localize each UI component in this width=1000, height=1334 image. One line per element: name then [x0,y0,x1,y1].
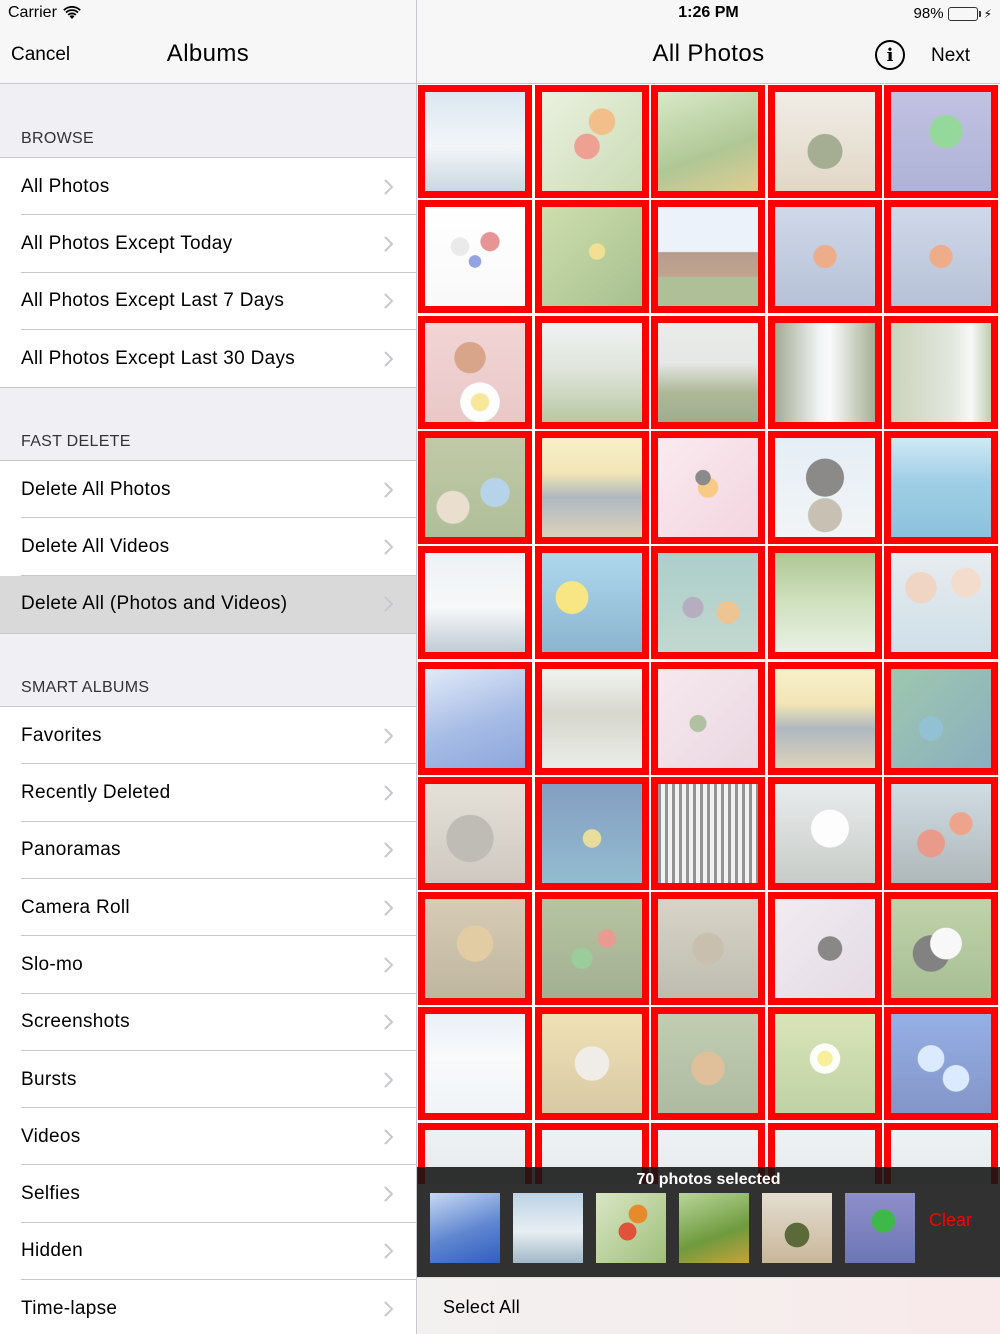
photo-thumbnail [425,1014,525,1113]
album-row[interactable] [0,461,416,518]
chevron-right-icon [384,1243,394,1259]
album-row-label: Videos [21,1125,81,1147]
chevron-right-icon [384,842,394,858]
photo-thumbnail [542,323,642,422]
album-row-label: All Photos Except Last 30 Days [21,347,296,369]
album-row-label: Camera Roll [21,896,130,918]
photo-thumbnail [425,899,525,998]
album-row[interactable] [0,764,416,821]
album-row-label: Slo-mo [21,953,83,975]
album-row[interactable] [0,1108,416,1165]
photo-grid [417,84,1000,1184]
chevron-right-icon [384,596,394,612]
photo-cell[interactable] [768,546,882,659]
album-row-label: Delete All Videos [21,536,170,558]
photo-cell[interactable] [535,546,649,659]
photo-cell[interactable] [535,892,649,1005]
album-row[interactable] [0,1223,416,1280]
photo-cell[interactable] [535,777,649,890]
selected-thumbnail[interactable] [762,1193,832,1263]
album-row[interactable] [0,273,416,330]
photo-thumbnail [891,1014,991,1113]
photo-thumbnail [658,899,758,998]
select-all-button[interactable]: Select All [443,1297,521,1317]
photo-thumbnail [775,899,875,998]
photo-thumbnail [425,323,525,422]
album-row-label: Time-lapse [21,1297,118,1319]
photo-thumbnail [891,784,991,883]
photo-cell[interactable] [884,431,998,544]
photo-cell[interactable] [651,892,765,1005]
photo-thumbnail [891,323,991,422]
photo-cell[interactable] [651,546,765,659]
chevron-right-icon [384,900,394,916]
chevron-right-icon [384,1072,394,1088]
selected-thumbnail[interactable] [679,1193,749,1263]
photo-cell[interactable] [535,200,649,313]
photo-cell[interactable] [884,662,998,775]
album-row[interactable] [0,1051,416,1108]
photo-cell[interactable] [418,892,532,1005]
chevron-right-icon [384,482,394,498]
section-rows [0,460,416,634]
photo-cell[interactable] [651,431,765,544]
photo-cell[interactable] [768,85,882,198]
status-carrier [8,4,81,22]
album-row-label: Delete All Photos [21,478,171,500]
album-row[interactable] [0,994,416,1051]
photo-thumbnail [775,1014,875,1113]
photo-cell[interactable] [535,316,649,429]
photo-cell[interactable] [768,777,882,890]
chevron-right-icon [384,1014,394,1030]
photo-cell[interactable] [418,431,532,544]
selected-thumbnail[interactable] [513,1193,583,1263]
album-row-label: Recently Deleted [21,782,171,804]
selected-thumbnail[interactable] [430,1193,500,1263]
photo-thumbnail [542,1014,642,1113]
albums-nav-bar [0,0,416,84]
photo-thumbnail [425,669,525,768]
photo-cell[interactable] [535,662,649,775]
photo-cell[interactable] [768,662,882,775]
album-row[interactable] [0,936,416,993]
album-row-label: All Photos [21,175,110,197]
cancel-button[interactable]: Cancel [11,44,71,65]
chevron-right-icon [384,1186,394,1202]
photo-thumbnail [425,207,525,306]
album-row[interactable] [0,1165,416,1222]
carrier-label: Carrier [8,4,57,21]
albums-pane [0,0,416,1334]
chevron-right-icon [384,236,394,252]
photo-cell[interactable] [418,662,532,775]
albums-list [0,85,416,1334]
photo-thumbnail [775,553,875,652]
photo-cell[interactable] [884,200,998,313]
chevron-right-icon [384,957,394,973]
selected-count: 70 photos selected [636,1171,781,1188]
photo-thumbnail [425,92,525,191]
chevron-right-icon [384,785,394,801]
album-row-label: Hidden [21,1240,84,1262]
photo-cell[interactable] [418,1007,532,1120]
photo-thumbnail [542,899,642,998]
album-row[interactable] [0,1280,416,1334]
photo-cell[interactable] [651,200,765,313]
album-row-label: Selfies [21,1183,81,1205]
photo-thumbnail [425,784,525,883]
album-row-label: Bursts [21,1068,77,1090]
photo-cell[interactable] [884,316,998,429]
section-header: SMART ALBUMS [21,679,150,697]
chevron-right-icon [384,728,394,744]
section-rows [0,157,416,388]
selection-tray [417,1167,1000,1277]
photo-cell[interactable] [651,316,765,429]
photos-title: All Photos [652,40,765,67]
photo-cell[interactable] [418,546,532,659]
album-row[interactable] [0,330,416,387]
photo-cell[interactable] [884,892,998,1005]
photo-cell[interactable] [768,200,882,313]
chevron-right-icon [384,1129,394,1145]
status-battery [914,5,992,22]
photo-cell[interactable] [651,1007,765,1120]
battery-percent: 98% [913,5,944,22]
photo-thumbnail [425,438,525,537]
photo-thumbnail [542,784,642,883]
photo-thumbnail [891,207,991,306]
photo-thumbnail [542,438,642,537]
photo-thumbnail [775,438,875,537]
album-row-label: Panoramas [21,839,121,861]
photo-cell[interactable] [651,85,765,198]
chevron-right-icon [384,293,394,309]
wifi-icon [63,6,81,20]
section-rows [0,706,416,1334]
status-time: 1:26 PM [678,4,739,21]
album-row-label: All Photos Except Today [21,232,233,254]
photo-thumbnail [658,207,758,306]
albums-title [0,40,416,68]
albums-title-text: Albums [166,40,250,67]
battery-icon [948,7,978,21]
photo-thumbnail [891,899,991,998]
photo-thumbnail [658,323,758,422]
photos-pane [417,0,1000,1334]
photo-thumbnail [658,553,758,652]
photo-thumbnail [658,784,758,883]
photo-cell[interactable] [768,1007,882,1120]
photo-cell[interactable] [418,200,532,313]
album-row[interactable] [0,879,416,936]
photo-thumbnail [658,438,758,537]
chevron-right-icon [384,179,394,195]
chevron-right-icon [384,351,394,367]
photo-thumbnail [425,553,525,652]
selected-thumbnail[interactable] [845,1193,915,1263]
photo-thumbnail [542,207,642,306]
info-icon: i [886,44,894,66]
album-row[interactable] [0,576,416,633]
photo-cell[interactable] [768,431,882,544]
photo-cell[interactable] [768,892,882,1005]
selected-thumbnail[interactable] [596,1193,666,1263]
photo-thumbnail [891,92,991,191]
bottom-toolbar [417,1277,1000,1334]
album-row-label: All Photos Except Last 7 Days [21,290,285,312]
album-row-label: Favorites [21,724,102,746]
photos-nav-bar [417,0,1000,84]
photo-cell[interactable] [535,1007,649,1120]
photo-cell[interactable] [768,316,882,429]
chevron-right-icon [384,1301,394,1317]
photo-thumbnail [775,784,875,883]
album-row[interactable] [0,518,416,575]
photo-thumbnail [775,207,875,306]
clear-button[interactable]: Clear [929,1210,973,1230]
photo-cell[interactable] [884,777,998,890]
section-header: BROWSE [21,130,94,147]
photo-thumbnail [891,553,991,652]
album-row[interactable] [0,215,416,272]
album-row-label: Delete All (Photos and Videos) [21,593,288,615]
photo-thumbnail [891,438,991,537]
photo-thumbnail [891,669,991,768]
chevron-right-icon [384,539,394,555]
section-header: FAST DELETE [21,433,131,451]
photo-cell[interactable] [651,777,765,890]
photo-cell[interactable] [418,85,532,198]
photo-thumbnail [542,553,642,652]
charging-bolt-icon: ⚡ [983,6,992,21]
photo-cell[interactable] [651,662,765,775]
info-button[interactable] [875,40,905,70]
photo-thumbnail [542,669,642,768]
photo-thumbnail [542,92,642,191]
photo-thumbnail [658,1014,758,1113]
album-row[interactable] [0,822,416,879]
photo-cell[interactable] [535,85,649,198]
photo-cell[interactable] [535,431,649,544]
photo-thumbnail [775,669,875,768]
photo-cell[interactable] [884,85,998,198]
photo-cell[interactable] [884,1007,998,1120]
photo-cell[interactable] [884,546,998,659]
album-row-label: Screenshots [21,1011,130,1033]
photo-cell[interactable] [418,316,532,429]
photo-thumbnail [775,323,875,422]
photo-thumbnail [658,92,758,191]
photo-thumbnail [658,669,758,768]
album-row[interactable] [0,707,416,764]
photo-cell[interactable] [418,777,532,890]
photo-thumbnail [775,92,875,191]
album-row[interactable] [0,158,416,215]
next-button[interactable]: Next [931,45,971,66]
